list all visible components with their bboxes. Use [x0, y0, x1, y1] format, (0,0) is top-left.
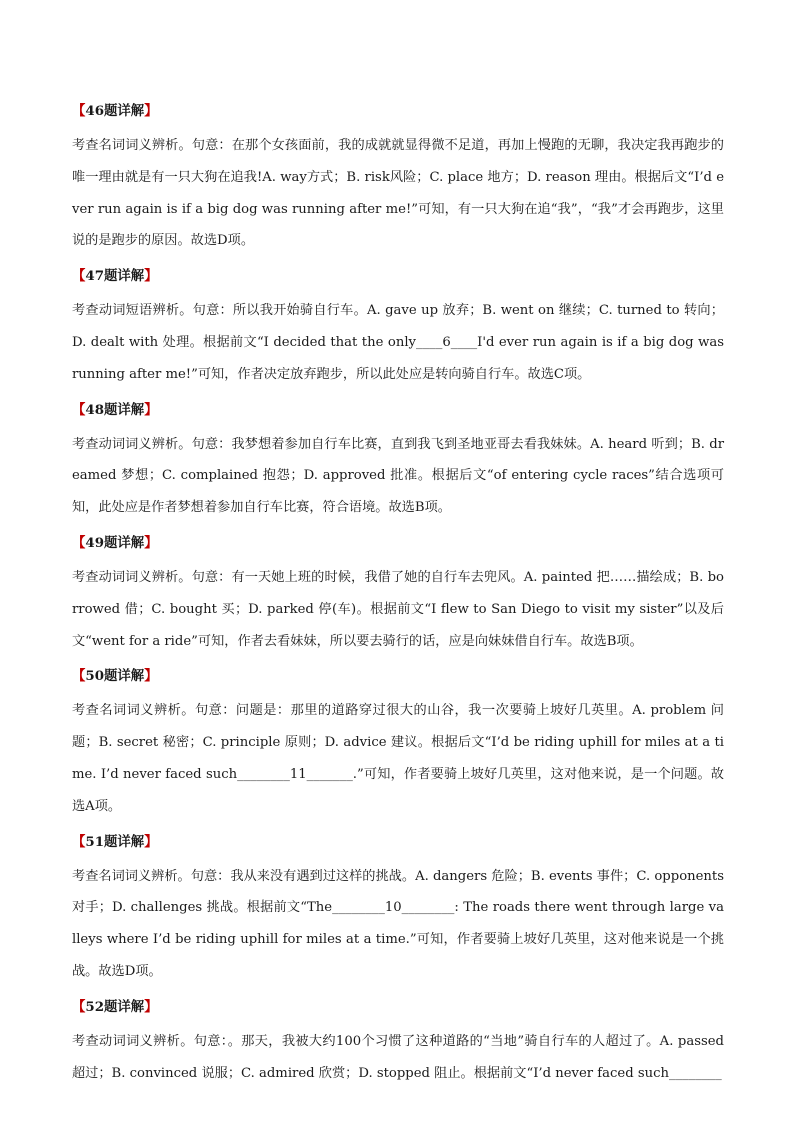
- section-heading: 【51题详解】: [72, 833, 158, 850]
- right-bracket: 】: [144, 103, 158, 119]
- section-48: [72, 397, 724, 524]
- right-bracket: 】: [144, 998, 158, 1015]
- section-heading: 【47题详解】: [72, 268, 158, 285]
- left-bracket: 【: [72, 534, 86, 551]
- left-bracket: 【: [72, 103, 86, 119]
- section-body: 考查动词词义辨析。句意：我梦想着参加自行车比赛，直到我飞到圣地亚哥去看我妹妹。A. heard 听到；B. dreamed 梦想；C. complained 抱怨；D. approved 批准。根据后文“of entering cycle races”结合选项可知，此处应是作者梦想着参加自行车比赛，符合语境。故选B项。: [72, 436, 724, 516]
- left-bracket: 【: [72, 998, 86, 1015]
- section-body: 考查动词词义辨析。句意：。那天，我被大约100个习惯了这种道路的“当地”骑自行车的人超过了。A. passed 超过；B. convinced 说服；C. admired 欣赏；D. stopped 阻止。根据前文“I’d never faced such________: [72, 1033, 724, 1081]
- section-heading: 【50题详解】: [72, 668, 158, 685]
- section-heading: 【48题详解】: [72, 401, 158, 418]
- left-bracket: 【: [72, 401, 86, 418]
- right-bracket: 】: [144, 833, 158, 850]
- left-bracket: 【: [72, 833, 86, 850]
- section-46: [72, 98, 724, 257]
- section-51: [72, 829, 724, 988]
- section-heading: 【49题详解】: [72, 534, 158, 551]
- right-bracket: 】: [144, 534, 158, 551]
- left-bracket: 【: [72, 668, 86, 685]
- section-heading: 【52题详解】: [72, 998, 158, 1015]
- section-50: [72, 663, 724, 822]
- section-body: 考查动词短语辨析。句意：所以我开始骑自行车。A. gave up 放弃；B. went on 继续；C. turned to 转向；D. dealt with 处理。根据前文“I decided that the only____6____I'd ever run again is if a big dog was running after me!”可知，作者决定放弃跑步，所以此处应是转向骑自行车。故选C项。: [72, 303, 724, 382]
- section-body: 考查名词词义辨析。句意：问题是：那里的道路穿过很大的山谷，我一次要骑上坡好几英里。A. problem 问题；B. secret 秘密；C. principle 原则；D. advice 建议。根据后文“I’d be riding uphill for miles at a time. I’d never faced such________11_______.”可知，作者要骑上坡好几英里，这对他来说，是一个问题。故选A项。: [72, 703, 724, 814]
- right-bracket: 】: [144, 401, 158, 418]
- right-bracket: 】: [144, 668, 158, 685]
- section-body: 考查动词词义辨析。句意：有一天她上班的时候，我借了她的自行车去兜风。A. painted 把……描绘成；B. borrowed 借；C. bought 买；D. parked 停(车)。根据前文“I flew to San Diego to visit my sister”以及后文“went for a ride”可知，作者去看妹妹，所以要去骑行的话，应是向妹妹借自行车。故选B项。: [72, 569, 724, 649]
- left-bracket: 【: [72, 268, 86, 285]
- section-47: [72, 263, 724, 390]
- section-heading: 【46题详解】: [72, 103, 158, 119]
- right-bracket: 】: [144, 268, 158, 285]
- section-body: 考查名词词义辨析。句意：在那个女孩面前，我的成就就显得微不足道，再加上慢跑的无聊，我决定我再跑步的唯一理由就是有一只大狗在追我!A. way方式；B. risk风险；C. place 地方；D. reason 理由。根据后文“I’d ever run again is if a big dog was running after me!”可知，有一只大狗在追“我”，“我”才会再跑步，这里说的是跑步的原因。故选D项。: [72, 138, 724, 249]
- section-52: [72, 994, 724, 1090]
- section-body: 考查名词词义辨析。句意：我从来没有遇到过这样的挑战。A. dangers 危险；B. events 事件；C. opponents 对手；D. challenges 挑战。根据前文“The________10________: The roads there went through large valleys where I’d be riding uphill for miles at a time.”可知，作者要骑上坡好几英里，这对他来说是一个挑战。故选D项。: [72, 868, 724, 979]
- answer-explanations: [72, 98, 724, 1095]
- section-49: [72, 530, 724, 657]
